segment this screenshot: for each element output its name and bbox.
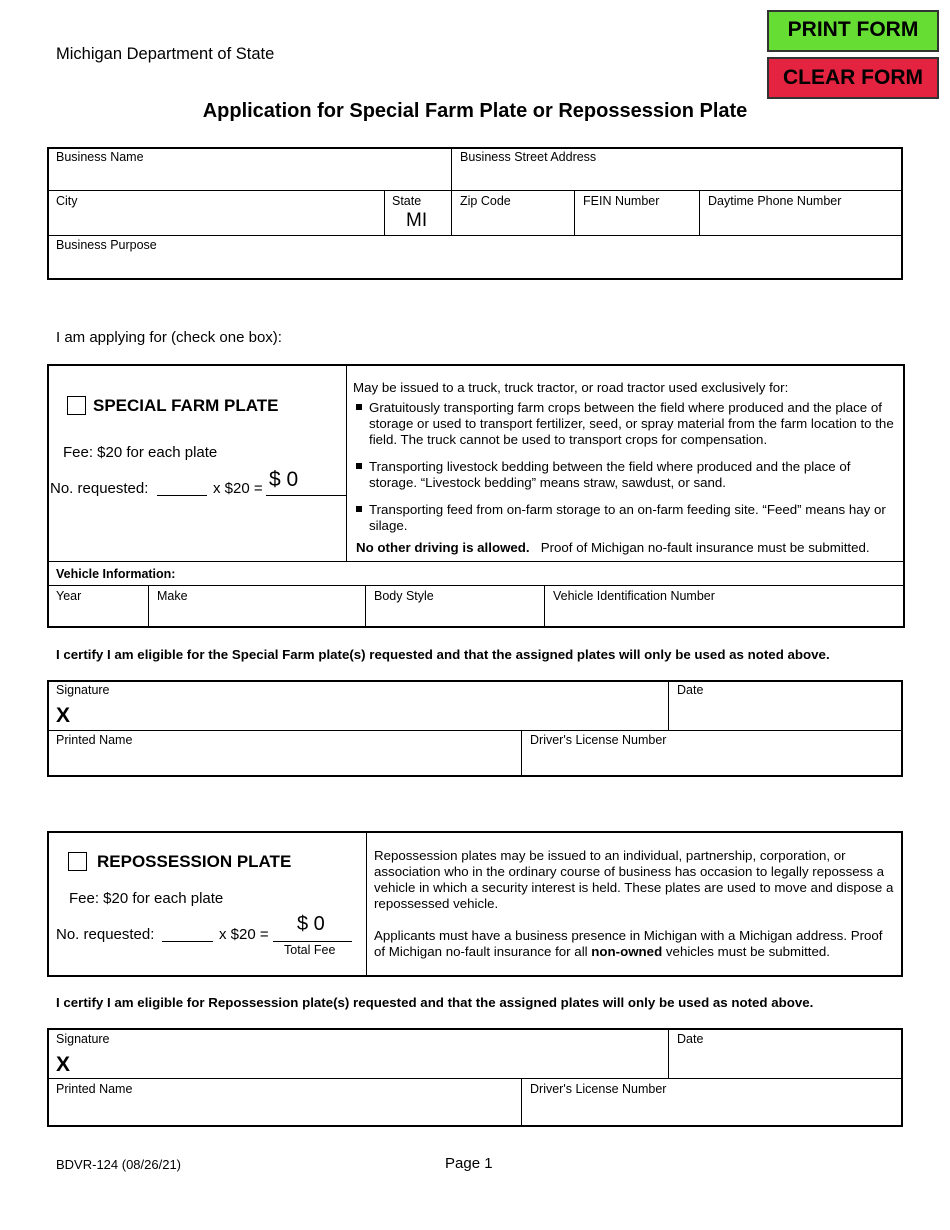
city-label: City (56, 194, 78, 208)
phone-label: Daytime Phone Number (708, 194, 842, 208)
repo-requested-label: No. requested: (56, 926, 155, 943)
form-id: BDVR-124 (08/26/21) (56, 1157, 182, 1172)
business-purpose-field[interactable] (52, 256, 902, 278)
city-field[interactable] (52, 212, 384, 234)
farm-fee-text: Fee: $20 for each plate (63, 444, 218, 461)
business-address-label: Business Street Address (460, 150, 597, 164)
farm-bullet-2: Transporting livestock bedding between the field where produced and the place of storage. “Livestock bedding” means straw, sawdust, or sand. (353, 459, 901, 491)
farm-license-label: Driver's License Number (530, 733, 667, 747)
farm-multiplier: x $20 = (213, 480, 263, 497)
repo-plate-checkbox[interactable] (68, 852, 87, 871)
page-number: Page 1 (445, 1155, 493, 1172)
vin-label: Vehicle Identification Number (553, 589, 715, 603)
repo-date-field[interactable] (673, 1053, 902, 1077)
clear-form-button[interactable]: CLEAR FORM (767, 57, 939, 99)
farm-printed-name-label: Printed Name (56, 733, 133, 747)
repo-signature-field[interactable] (80, 1053, 664, 1077)
zip-label: Zip Code (460, 194, 511, 208)
repo-signature-x: X (56, 1053, 71, 1076)
repo-license-label: Driver's License Number (530, 1082, 667, 1096)
make-label: Make (157, 589, 188, 603)
year-field[interactable] (52, 605, 148, 627)
non-owned-text: non-owned (591, 944, 663, 959)
make-field[interactable] (153, 605, 365, 627)
farm-signature-field[interactable] (80, 704, 664, 728)
print-form-button[interactable]: PRINT FORM (767, 10, 939, 52)
repo-printed-name-label: Printed Name (56, 1082, 133, 1096)
farm-signature-x: X (56, 704, 71, 727)
business-name-label: Business Name (56, 150, 144, 164)
fein-label: FEIN Number (583, 194, 660, 208)
repo-multiplier: x $20 = (219, 926, 269, 943)
repo-plate-title: REPOSSESSION PLATE (97, 852, 292, 871)
business-name-field[interactable] (52, 168, 450, 190)
farm-printed-name-field[interactable] (52, 752, 520, 776)
zip-field[interactable] (456, 212, 574, 234)
repo-license-field[interactable] (526, 1100, 902, 1124)
repo-fee-text: Fee: $20 for each plate (69, 890, 224, 907)
farm-bullet-3: Transporting feed from on-farm storage to an on-farm feeding site. “Feed” means hay or silage. (353, 502, 901, 534)
state-label: State (392, 194, 422, 208)
repo-signature-label: Signature (56, 1032, 110, 1046)
repo-total-value: $ 0 (297, 913, 325, 935)
farm-requested-label: No. requested: (50, 480, 149, 497)
vin-field[interactable] (549, 605, 903, 627)
repo-description-1: Repossession plates may be issued to an individual, partnership, corporation, or association who in the ordinary course of business has occasion to legally repossess a vehicle in which a security interest is held. These plates are used to move and dispose a repossessed vehicle. (374, 848, 894, 911)
repo-total-fee-label: Total Fee (284, 943, 336, 957)
farm-date-label: Date (677, 683, 704, 697)
farm-requested-field[interactable] (157, 495, 207, 496)
repo-description-2b: vehicles must be submitted. (662, 944, 830, 959)
department-name: Michigan Department of State (56, 45, 275, 63)
repo-description-2a: Applicants must have a business presence in Michigan with a Michigan address. Proof of Michigan no-fault insurance for all (374, 928, 883, 959)
year-label: Year (56, 589, 82, 603)
repo-date-label: Date (677, 1032, 704, 1046)
repo-requested-field[interactable] (162, 941, 213, 942)
repo-certify-text: I certify I am eligible for Repossession plate(s) requested and that the assigned plates will only be used as noted above. (56, 995, 814, 1010)
vehicle-info-label: Vehicle Information: (56, 567, 176, 581)
body-style-field[interactable] (370, 605, 544, 627)
farm-restriction (356, 540, 870, 555)
farm-certify-text: I certify I am eligible for the Special Farm plate(s) requested and that the assigned plates will only be used as noted above. (56, 647, 830, 662)
repo-description-2 (374, 928, 896, 960)
applying-for-text: I am applying for (check one box): (56, 329, 282, 346)
state-value[interactable]: MI (406, 210, 428, 231)
farm-date-field[interactable] (673, 704, 902, 728)
farm-total-value: $ 0 (269, 468, 299, 491)
farm-proof-text: Proof of Michigan no-fault insurance must be submitted. (540, 540, 870, 555)
page-title: Application for Special Farm Plate or Repossession Plate (202, 100, 748, 122)
business-purpose-label: Business Purpose (56, 238, 157, 252)
business-address-field[interactable] (456, 168, 902, 190)
farm-plate-title: SPECIAL FARM PLATE (93, 396, 279, 415)
farm-plate-checkbox[interactable] (67, 396, 86, 415)
repo-printed-name-field[interactable] (52, 1100, 520, 1124)
farm-signature-label: Signature (56, 683, 110, 697)
farm-intro: May be issued to a truck, truck tractor, or road tractor used exclusively for: (353, 380, 789, 395)
body-style-label: Body Style (374, 589, 434, 603)
no-other-driving-text: No other driving is allowed. (356, 540, 530, 555)
farm-license-field[interactable] (526, 752, 902, 776)
fein-field[interactable] (579, 212, 699, 234)
phone-field[interactable] (704, 212, 902, 234)
farm-bullet-1: Gratuitously transporting farm crops between the field where produced and the place of storage or used to transport fertilizer, seed, or spray material from the farm location to the field. The truck cannot be used to transport crops for compensation. (353, 400, 901, 448)
